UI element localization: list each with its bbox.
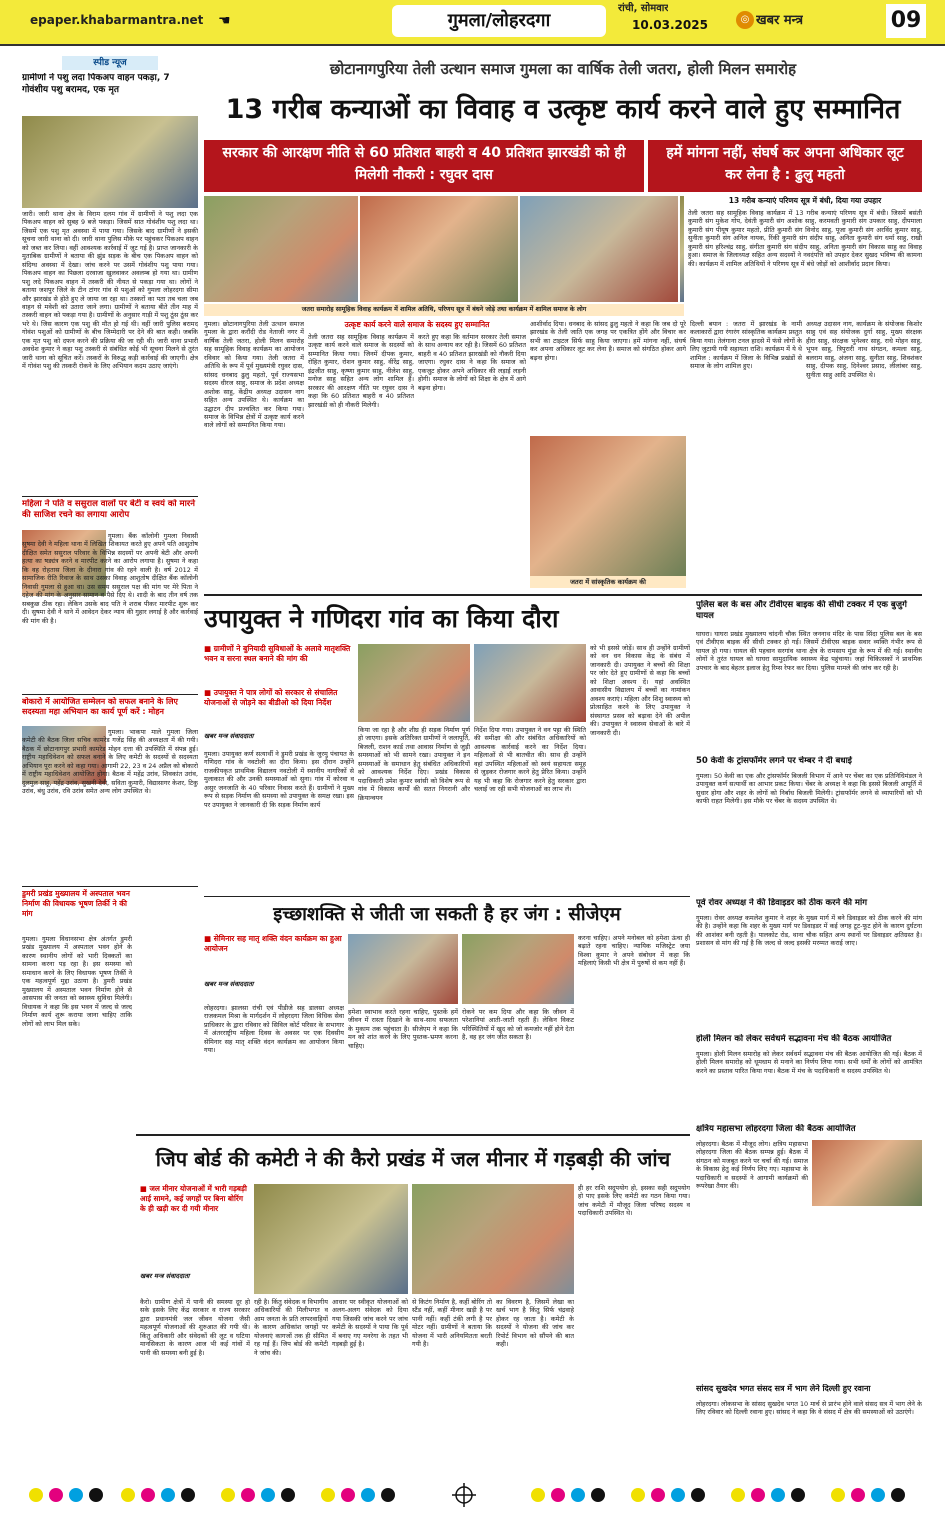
cjm-photo-1 <box>348 934 458 1004</box>
dc-bullet-2 <box>204 688 354 728</box>
jila-body-6: ही हर राशि सदुपयोग हो, इसका सही सदुपयोग हो पाए इसके लिए कमेटी का गठन किया गया। जांच कमेटी में मौजूद जिला परिषद सदस्य व पदाधिकारी उपस्थित थे। <box>578 1184 690 1218</box>
cjm-meta <box>204 934 344 998</box>
bullet-icon: ■ <box>140 1184 150 1193</box>
divider <box>22 886 198 887</box>
main-col-5: दिल्ली बयान : जतरा में झारखंड के नामी कलाकारों द्वारा रंगारंग सांस्कृतिक कार्यक्रम प्रस्तुत किया गया। तेलंगाना टनल हादसे में फंसे लोगों के लिए जुटायी गयी सहायता राशि। कार्यक्रम में ये थे शामिल : कार्यक्रम में जिला के विभिन्न प्रखंडों से समाज के लोग शामिल हुए। <box>690 320 802 371</box>
dc-bullet-1 <box>204 644 354 684</box>
col3-body: करते हुए कहा कि वर्तमान सरकार तेली समाज के साथ अन्याय कर रही है। जिसमें 60 प्रतिशत बाहरी व 40 प्रतिशत झारखंडी को नौकरी दिया जाएगा। रघुवर दास ने कहा कि समाज को एकजुट होकर अपने अधिकार की लड़ाई लड़नी होगी। समाज के लोगों को शिक्षा के क्षेत्र में आगे बढ़ना होगा। <box>418 333 526 392</box>
crosshair-icon <box>452 1483 476 1507</box>
main-col-1: गुमला। छोटानागपुरिया तेली उत्थान समाज गुमला के द्वारा करौंदी रोड नेताजी नगर में वार्षिक तेली जतरा, होली मिलन समारोह सह सामूहिक विवाह कार्यक्रम का आयोजन रविवार को किया गया। तेली जतरा में अतिथि के रूप में पूर्व मुख्यमंत्री रघुवर दास, सांसद धनबाद ढुलु महतो, पूर्व राज्यसभा सदस्य धीरज साहु, समाज के प्रदेश अध्यक्ष अशोक साहु, केंद्रीय अध्यक्ष उदासन नाग सहित अन्य उपस्थित थे। कार्यक्रम का उद्घाटन दीप प्रज्वलित कर किया गया। समाज के विभिन्न क्षेत्रों में उत्कृष्ट कार्य करने वाले लोगों को सम्मानित किया गया। <box>204 320 304 430</box>
cjm-byline: खबर मन्त्र संवाददाता <box>204 980 254 988</box>
divider <box>204 896 690 897</box>
sahu-headline: सांसद सुखदेव भगत संसद सत्र में भाग लेने दिल्ली हुए रवाना <box>696 1384 871 1393</box>
speed-news-headline: ग्रामीणों ने पशु लदा पिकअप वाहन पकड़ा, 7 गोवंशीय पशु बरामद, एक मृत <box>22 73 170 95</box>
jila-body-5: का विवरण है, जिसमें लेखा का खर्च भाग है किंतु सिर्फ चंद्रवाहे होकर रह जाता है। कमेटी के सदस्यों ने योजना की जांच कर रिपोर्ट विभाग को सौंपने की बात कही। <box>496 1298 574 1349</box>
bullet-icon: ■ <box>204 934 214 943</box>
brand-name: खबर मन्त्र <box>756 13 804 28</box>
page-number: 09 <box>886 4 926 38</box>
main-culture-photo <box>530 436 686 576</box>
cjm-headline: इच्छाशक्ति से जीती जा सकती है हर जंग : सीजेएम <box>273 904 621 925</box>
divider <box>136 1134 690 1136</box>
holi-body: गुमला। होली मिलन समारोह को लेकर सर्वधर्म सद्भावना मंच की बैठक आयोजित की गई। बैठक में होली मिलन समारोह को धूमधाम से मनाने का निर्णय लिया गया। सभी धर्मों के लोगों को आमंत्रित करने का प्रस्ताव पारित किया गया। बैठक में मंच के पदाधिकारी व सदस्य उपस्थित थे। <box>696 1050 922 1075</box>
cursor-icon: ☚ <box>218 13 231 29</box>
left3-body: गुमला। भाकपा माले गुमला जिला कमेटी की बैठक जिला सचिव कामरेड गजेंद्र सिंह की अध्यक्षता में की गयी। बैठक में छोटानागपुर प्रभारी कामरेड मोहन दत्ता की उपस्थिति में संपन्न हुई। राष्ट्रीय महाधिवेशन को सफल बनाने के लिए कमेटी के सदस्यों से सदस्यता अभियान पूरा करने को कहा गया। आगामी 22, 23 व 24 अप्रैल को बोकारो में राष्ट्रीय महाधिवेशन आयोजित होगा। बैठक में महेंद्र उरांव, शिवकांत उरांव, दुलमुल साहू, पहेंद्र उरांव, सुखनी देवी, सविता कुमारी, विद्यासागर केशर, टिकु उरांव, बंधु उरांव, रवि उरांव समेत अन्य लोग उपस्थित थे। <box>22 728 198 796</box>
dc-photo-1 <box>358 644 470 722</box>
speed-news-photo <box>22 116 198 208</box>
speed-news-box <box>22 56 198 114</box>
left2-headline: महिला ने पति व ससुराल वालों पर बेटी व स्वयं को मारने की साजिश रचने का लगाया आरोप <box>22 499 195 521</box>
dc-body-2: किया जा रहा है और शीघ्र ही सड़क निर्माण पूर्ण हो जाएगा। इसके अतिरिक्त ग्रामीणों ने जलापूर्ति, बिजली, राशन कार्ड तथा आवास निर्माण से जुड़ी समस्याओं को भी सामने रखा। उपायुक्त ने इन समस्याओं के समाधान हेतु संबंधित अधिकारियों को आवश्यक निर्देश दिए। प्रखंड विकास पदाधिकारी उमेश कुमार स्वांसी को विशेष रूप से गांव में विकास कार्यों की सतत निगरानी और क्रियान्वयन <box>358 726 470 802</box>
left4-headline: डुमरी प्रखंड मुख्यालय में अस्पताल भवन निर्माण की विधायक भूषण तिर्की ने की मांग <box>22 889 130 918</box>
kshatriya-photo <box>812 1140 922 1206</box>
jila-body-1: कैरो। ग्रामीण क्षेत्रों में पानी की समस्या दूर हो सके इसके लिए केंद्र सरकार व राज्य सरकार द्वारा प्रधानमंत्री जल जीवन योजना जैसी महत्वपूर्ण योजनाओं की शुरुआत की गयी थी। किंतु अधिकारी और संवेदकों की लूट व घटिया मानसिकता के कारण आज भी कई गांवों में पानी की समस्या बनी हुई है। <box>140 1298 250 1357</box>
left2-body: गुमला। बैंक कॉलोनी गुमला निवासी सुषमा देवी ने महिला थाना में लिखित शिकायत करते हुए अपने पति आशुतोष दीक्षित समेत ससुराल परिवार के विभिन्न सदस्यों पर अपनी बेटी और अपनी हत्या का षड्यंत्र करने व मारपीट करने का आरोप लगाया है। सुषमा ने कहा कि वह रोहतास जिला के दीनारा गांव की रहने वाली है। वर्ष 2012 में सामाजिक रीति रिवाज के साथ उसका विवाह आशुतोष दीक्षित बैंक कॉलोनी निवासी गुमला से हुआ था। उस समय ससुराल पक्ष की मांग पर मेरे पिता ने दहेज की मांग के अनुसार सामान व पैसे दिए थे। शादी के बाद तीन वर्ष तक सबकुछ ठीक रहा। लेकिन उसके बाद पति ने शराब पीकर मारपीट शुरू कर दी। सुषमा देवी ने थाने में आवेदन देकर न्याय की गुहार लगाई है और कार्रवाई की मांग की है। <box>22 532 198 625</box>
kshatriya-body: लोहरदगा। बैठक में मौजूद लोग। क्षत्रिय महासभा लोहरदगा जिला की बैठक सम्पन्न हुई। बैठक में संगठन को मजबूत करने पर चर्चा की गई। समाज के विकास हेतु कई निर्णय लिए गए। महासभा के पदाधिकारी व सदस्यों ने आगामी कार्यक्रमों की रूपरेखा तैयार की। <box>696 1140 808 1191</box>
city-day: रांची, सोमवार <box>618 3 669 14</box>
main-col-2 <box>308 320 526 588</box>
dcp-body: गुमला। रोवर अध्यक्ष कमलेश कुमार ने शहर के मुख्य मार्ग में बने डिवाइडर को ठीक करने की मांग की है। उन्होंने कहा कि शहर के मुख्य मार्ग पर डिवाइडर में कई जगह टूट-फूट होने के कारण दुर्घटना की आशंका बनी रहती है। पालकोट रोड, थाना चौक सहित अन्य स्थानों पर डिवाइडर क्षतिग्रस्त है। प्रशासन से मांग की गई है कि जल्द से जल्द इसकी मरम्मत कराई जाए। <box>696 914 922 948</box>
registration-marks <box>28 1483 918 1507</box>
main-side-box <box>688 196 922 316</box>
cjm-bullet-text: सेमिनार सह मातृ शक्ति वंदन कार्यक्रम का हुआ आयोजन <box>204 934 342 954</box>
left3-headline: बोकारो में आयोजित सम्मेलन को सफल बनाने के लिए सदस्यता महा अभियान का कार्य पूर्ण करें : मोहन <box>22 697 178 717</box>
dc-bullet-2-text: उपायुक्त ने पात्र लोगों को सरकार से संचालित योजनाओं से जोड़ने का बीडीओ को दिया निर्देश <box>204 688 338 708</box>
main-kicker: छोटानागपुरिया तेली उत्थान समाज गुमला का वार्षिक तेली जतरा, होली मिलन समारोह <box>329 60 797 78</box>
cjm-body-3: रोकने पर कम दिया और कहा कि जीवन में परेशानियां आती-जाती रहती हैं। लेकिन विकट परिस्थितियों में खुद को जो कमजोर नहीं होने देता है, वह हर जंग जीत सकता है। <box>462 1008 574 1042</box>
main-photo-caption: जतरा समारोह सामूहिक विवाह कार्यक्रम में शामिल अतिथि, परिणय सूत्र में बंधने जोड़े तथा कार्यक्रम में शामिल समाज के लोग <box>204 304 684 316</box>
section-title: गुमला/लोहरदगा <box>392 5 606 37</box>
side-headline: 13 गरीब कन्याएं परिणय सूत्र में बंधी, दिया गया उपहार <box>728 196 882 205</box>
bullet-icon: ■ <box>204 688 214 697</box>
jila-body-2: रही है। किंतु संवेदक व विभागीय अधिकारियों की मिलीभगत व आम जनता के प्रति लापरवाहियों के कारण अधिकांश जगहों पर योजनाएं कागजों तक ही सीमित रह गई हैं। जिप बोर्ड की कमेटी ने जांच की। <box>254 1298 328 1357</box>
cjm-body-1: लोहरदगा। झालसा रांची एवं पीडीजे सह डालसा अध्यक्ष राजकमल मिश्रा के मार्गदर्शन में लोहरदगा जिला विधिक सेवा प्राधिकार के द्वारा रविवार को सिविल कोर्ट परिसर के सभागार में अंतरराष्ट्रीय महिला दिवस के अवसर पर एक दिवसीय सेमिनार सह मातृ शक्ति वंदन कार्यक्रम का आयोजन किया गया। <box>204 1004 344 1055</box>
side-body: तेली जतरा सह सामूहिक विवाह कार्यक्रम में 13 गरीब कन्याएं परिणय सूत्र में बंधी। जिसमें बसंती कुमारी संग मुकेश गोप, देवंती कुमारी संग अशोक साहु, करमवती कुमारी संग उपकार साहु, दीपमाला कुमारी संग पीयूष कुमार महतो, प्रीति कुमारी संग विनोद साहु, पूजा कुमारी संग अरविंद कुमार साहु, सुनीता कुमारी संग अनिल नायक, रिंकी कुमारी संग संदीप साहु, अनिता कुमारी संग धर्मा साहु, राखी कुमारी संग हरिश्चंद्र साहु, संगीता कुमारी संग संदीप साहु, अनिता कुमारी संग विकास साहु का विवाह हुआ। समाज के जिलाध्यक्ष सहित अन्य सदस्यों ने नवदंपत्ति को उपहार देकर सुखद भविष्य की कामना की। कार्यक्रम में शामिल अतिथियों ने परिणय सूत्र में बंधे जोड़ों को आशीर्वाद प्रदान किया। <box>688 209 922 268</box>
kshatriya-body-2 <box>812 1210 922 1270</box>
site-url[interactable]: epaper.khabarmantra.net <box>30 13 204 27</box>
color-dots-left <box>29 1488 395 1502</box>
jila-headline: जिप बोर्ड की कमेटी ने की कैरो प्रखंड में जल मीनार में गड़बड़ी की जांच <box>155 1147 671 1171</box>
divider <box>22 496 198 497</box>
dcp-headline: पूर्व रोवर अध्यक्ष ने की डिवाइडर को ठीक करने की मांग <box>696 898 867 908</box>
main-photo-1 <box>204 196 358 302</box>
police-headline: पुलिस बल के बस और टीवीएस बाइक की सीधी टक्कर में एक बुजुर्ग घायल <box>696 600 907 622</box>
main-photo-3 <box>520 196 678 302</box>
jila-body-4: से किटंग निर्माण है, कहीं बोरिंग तो स्टैंड नहीं, कहीं मीनार खड़ी है पर पानी नहीं। कहीं टंकी लगी है पर मोटर नहीं। ग्रामीणों ने बताया कि योजना में भारी अनियमितता बरती गयी है। <box>412 1298 492 1349</box>
main-photo-2 <box>360 196 518 302</box>
transformer-body: गुमला। 50 केवी का एक और ट्रांसफॉर्मर बिजली विभाग में आने पर चेंबर का एक प्रतिनिधिमंडल ने उपायुक्त कर्ण सत्यार्थी का आभार प्रकट किया। चेंबर के अध्यक्ष ने कहा कि इससे बिजली आपूर्ति में सुधार होगा और शहर के लोगों को निर्बाध बिजली मिलेगी। ट्रांसफॉर्मर लगने से व्यापारियों को भी काफी राहत मिलेगी। इस मौके पर चेंबर के सदस्य उपस्थित थे। <box>696 772 922 806</box>
jila-bullet-text: जल मीनार योजनाओं में भारी गड़बड़ी आई सामने, कई जगहों पर बिना बोरिंग के ही खड़ी कर दी गयी मीनार <box>140 1184 247 1213</box>
dc-byline: खबर मन्त्र संवाददाता <box>204 732 254 740</box>
main-col-6: अध्यक्ष उदासन नाग, कार्यक्रम के संयोजक किशोर साहु एवं सह संयोजक दुर्गा साहु, मुख्य संरक्षक हीरा साहु, संरक्षक भुनेश्वर साहु, राधे मोहन साहु, भूपन साहु, त्रिपुरारी नाथ संगठन, कमला साहु, बलराम साहु, अंजना साहु, सुनीता साहु, शिवशंकर साहु, दीपक साहु, दिनेश्वर प्रसाद, लीलांबर साहु, सुनीता साहु आदि उपस्थित थे। <box>806 320 922 379</box>
dc-bullet-1-text: ग्रामीणों ने बुनियादी सुविधाओं के अलावे मातृशक्ति भवन व सरना स्थल बनाने की मांग की <box>204 644 351 664</box>
left4-body: गुमला। गुमला विधानसभा क्षेत्र अंतर्गत डुमरी प्रखंड मुख्यालय में अस्पताल भवन होने के कारण स्थानीय लोगों को भारी दिक्कतों का सामना करना पड़ रहा है। इस समस्या को समाधान करने के लिए विधायक भूषण तिर्की ने एक महत्वपूर्ण मुद्दा उठाया है। डुमरी प्रखंड मुख्यालय में अस्पताल भवन निर्माण होने से आसपास की जनता को स्वास्थ्य सुविधा मिलेगी। विधायक ने कहा कि इस भवन में जल्द से जल्द निर्माण कार्य शुरू कराया जाना चाहिए ताकि लोगों को लाभ मिल सके। <box>22 935 132 1028</box>
jila-bullet <box>140 1184 250 1254</box>
dc-body-1: गुमला। उपायुक्त कर्ण सत्यार्थी ने डुमरी प्रखंड के जुरमु पंचायत के गणिदरा गांव के नवटोली का दौरा किया। इस दौरान उन्होंने राजकीयकृत प्राथमिक विद्यालय नवटोली में स्थानीय नागरिकों से मुलाकात की और उनकी समस्याओं को सुना। गांव में कोरवा व असुर जनजाति के 40 परिवार निवास करते हैं। ग्रामीणों ने मुख्य रूप से सड़क निर्माण की समस्या को उपायुक्त के समक्ष रखा। इस पर उपायुक्त ने जानकारी दी कि सड़क निर्माण कार्य <box>204 750 354 809</box>
bullet-icon: ■ <box>204 644 214 653</box>
jila-body-3: आधार पर स्वीकृत योजनाओं को अलग-अलग संवेदक को दिया गया जिसकी जांच करने पर जांच कमेटी के सदस्यों ने पाया कि पूर्व में बनाए गए मनरेगा के तहत भी गड़बड़ी हुई है। <box>332 1298 408 1349</box>
jila-photo-2 <box>412 1184 574 1294</box>
brand-logo-icon: ◎ <box>736 11 754 29</box>
masthead-bar <box>0 0 945 46</box>
speed-news-body: जारी। जारी थाना क्षेत्र के विराम दलम गांव में ग्रामीणों ने पशु लदा एक पिकअप वाहन को सुबह 9 बजे पकड़ा। जिसमें सात गोवंशीय पशु लदा था। जिसमें एक पशु मृत अवस्था में पाया गया। जिसके बाद ग्रामीणों ने इसकी सूचना जारी थाना को दी। जारी थाना पुलिस मौके पर पहुंचकर पिकअप वाहन को जब्त कर लिया। वहीं आवश्यक कार्रवाई में जुट गई है। प्राप्त जानकारी के मुताबिक ग्रामीणों ने बताया की झुंड सड़क के बीच एक पिकअप वाहन को संदिग्ध अवस्था में देखा। जांच करने पर उसमें गोवंशीय पशु पाया गया। पिकअप वाहन का पिछला दरवाजा खुलवाकर अवलम्ब हो गया था। ग्रामीण पशु लदे पिकअप वाहन में तस्करी की नीयत से पकड़ा गया था। लोगों ने बताया जशपुर जिले के टीन टांगर गांव से पशुओं को गुमला लोहरदगा सीमा और झारखंड से होते हुए ले जाया जा रहा था। तस्करों का पता तब चला जब वाहन से मवेशी को उतारा जाने लगा। ग्रामीणों ने बताया बीते तीन माह में तस्करी वाहन को पकड़ा गया है। ग्रामीणों के अनुसार गाड़ी में पशु ठूंस ठूंस कर भरे थे। जिस कारण एक पशु की मौत हो गई थी। वहीं जारी पुलिस बरामद गोवंश पशुओं को ग्रामीणों के बीच जिम्मेदारी पर देने की बात कही। जबकि एक मृत पशु को दफन करने की प्रक्रिया की जा रही थी। जारी थाना प्रभारी अवधेश कुमार ने कहा पशु तस्करी से संबंधित कोई भी सूचना मिलने से तुरंत जारी थाना को सूचित करें। तस्करों के विरुद्ध कड़ी कार्रवाई की जाएगी। क्षेत्र में गोवंश पशु की तस्करी रोकने के लिए अभियान कदम उठाए जाएंगे। <box>22 210 198 371</box>
police-body: घाघरा। घाघरा प्रखंड मुख्यालय चांदनी चौक स्थित जननाथ मंदिर के पास सिंदा पुलिस बल के बस एवं टीवीएस बाइक की सीधी टक्कर हो गई। जिसमें टीवीएस बाइक सवार व्यक्ति गंभीर रूप से घायल हो गया। घायल की पहचान सरगांव थाना क्षेत्र के रामसाय मुंडा के रूप में की गई। स्थानीय लोगों ने तुरंत घायल को घाघरा सामुदायिक स्वास्थ्य केंद्र पहुंचाया। जहां चिकित्सकों ने प्राथमिक उपचार के बाद बेहतर इलाज हेतु रिम्स रेफर कर दिया। पुलिस मामले की जांच कर रही है। <box>696 630 922 672</box>
jila-photo-1 <box>254 1184 408 1294</box>
main-col-4: आशीर्वाद दिया। धनबाद के सांसद ढुलु महतो ने कहा कि जब दो पूरे झारखंड के तेली जाति एक जगह पर एकत्रित होंगे और विचार कर सभी का टाइटल सिर्फ साहु किया जाएगा। हमें मांगना नहीं, संघर्ष कर अपना अधिकार लूट कर लेना है। समाज को संगठित होकर आगे बढ़ना होगा। <box>530 320 686 362</box>
divider <box>204 594 922 596</box>
edition-date: 10.03.2025 <box>632 18 708 32</box>
cjm-body-4: करना चाहिए। अपने मनोबल को हमेशा ऊंचा ही बढ़ाते रहना चाहिए। न्यायिक मजिस्ट्रेट जया विश्वा कुमार ने अपने संबोधन में कहा कि महिलाएं किसी भी क्षेत्र में पुरुषों से कम नहीं हैं। <box>578 934 690 968</box>
dc-headline: उपायुक्त ने गणिदरा गांव का किया दौरा <box>204 604 559 633</box>
speed-news-label: स्पीड न्यूज <box>62 56 158 70</box>
main-subhead-left: सरकार की आरक्षण नीति से 60 प्रतिशत बाहरी व 40 प्रतिशत झारखंडी को ही मिलेगी नौकरी : रघुवर दास <box>204 140 644 192</box>
col2-body: तेली जतरा सह सामूहिक विवाह कार्यक्रम में उत्कृष्ट कार्य करने वाले समाज के सदस्यों को सम्मानित किया गया। जिनमें दीपक कुमार, रोहित कुमार, रोशन कुमार साहु, वीरेंद्र साहु, इंद्रजीत साहु, कृष्णा कुमार साहु, नीलेश साहु, मनोज साहु सहित अन्य लोग शामिल हैं। सरकार की आरक्षण नीति पर रघुवर दास ने कहा कि 60 प्रतिशत बाहरी व 40 प्रतिशत झारखंडी को ही नौकरी मिलेगी। <box>308 333 414 409</box>
dc-bullets <box>204 644 354 744</box>
sahu-body: लोहरदगा। लोकसभा के सांसद सुखदेव भगत 10 मार्च से प्रारंभ होने वाले संसद सत्र में भाग लेने के लिए रविवार को दिल्ली रवाना हुए। सांसद ने कहा कि वे संसद में क्षेत्र की समस्याओं को उठाएंगे। <box>696 1400 922 1417</box>
dc-body-4: को भी इससे जोड़ें। साथ ही उन्होंने ग्रामीणों को वन धन विकास केंद्र के संबंध में जानकारी दी। उपायुक्त ने बच्चों की शिक्षा पर जोर देते हुए ग्रामीणों से कहा कि बच्चों को शिक्षा अवश्य दें। यहां अवस्थित आवासीय विद्यालय में बच्चों का नामांकन अवश्य कराएं। महिला और शिशु स्वास्थ्य को प्रोत्साहित करने के लिए उपायुक्त ने संस्थागत प्रसव को बढ़ावा देने की अपील की। उपायुक्त ने स्वास्थ्य सेवाओं के बारे में जानकारी दी। <box>590 644 690 737</box>
kshatriya-headline: क्षत्रिय महासभा लोहरदगा जिला की बैठक आयोजित <box>696 1124 856 1134</box>
cjm-photo-2 <box>462 934 574 1004</box>
cjm-body-2: हमेशा स्वाभाव करते रहना चाहिए, पुस्तकें हमें जीवन में रास्ता दिखाने के साथ-साथ सफलता के मुकाम तक पहुंचाता है। सीजेएम ने कहा कि मन को शांत करने के लिए पुस्तक-भ्रमण करना चाहिए। <box>348 1008 458 1050</box>
culture-caption: जतरा में सांस्कृतिक कार्यक्रम की <box>530 576 686 588</box>
dc-photo-2 <box>474 644 586 722</box>
divider <box>22 694 198 695</box>
main-subhead-right: हमें मांगना नहीं, संघर्ष कर अपना अधिकार लूट कर लेना है : ढुलु महतो <box>648 140 922 192</box>
color-dots-right <box>531 1488 905 1502</box>
jila-byline: खबर मन्त्र संवाददाता <box>140 1272 190 1280</box>
transformer-headline: 50 केवी के ट्रांसफॉर्मर लगने पर चेम्बर ने दी बधाई <box>696 756 852 766</box>
main-headline: 13 गरीब कन्याओं का विवाह व उत्कृष्ट कार्य करने वाले हुए सम्मानित <box>225 94 901 125</box>
holi-headline: होली मिलन को लेकर सर्वधर्म सद्भावना मंच की बैठक आयोजित <box>696 1034 892 1044</box>
jila-meta <box>140 1184 250 1284</box>
main-photo-4 <box>680 196 684 302</box>
dc-body-3: निर्देश दिया गया। उपायुक्त ने वन पट्टा की स्थिति की समीक्षा की और संबंधित अधिकारियों को आवश्यक कार्रवाई करने का निर्देश दिया। महिलाओं से भी बातचीत की। साथ ही उन्होंने वहां उपस्थित महिलाओं को स्वयं सहायता समूह से जुड़कर रोजगार करने हेतु प्रेरित किया। उन्होंने यह भी कहा कि रोजगार करने हेतु सरकार द्वारा चलाई जा रही सभी योजनाओं का लाभ लें। <box>474 726 586 794</box>
cjm-bullet <box>204 934 344 964</box>
col2-headline: उत्कृष्ट कार्य करने वाले समाज के सदस्य हुए सम्मानित <box>344 320 490 329</box>
